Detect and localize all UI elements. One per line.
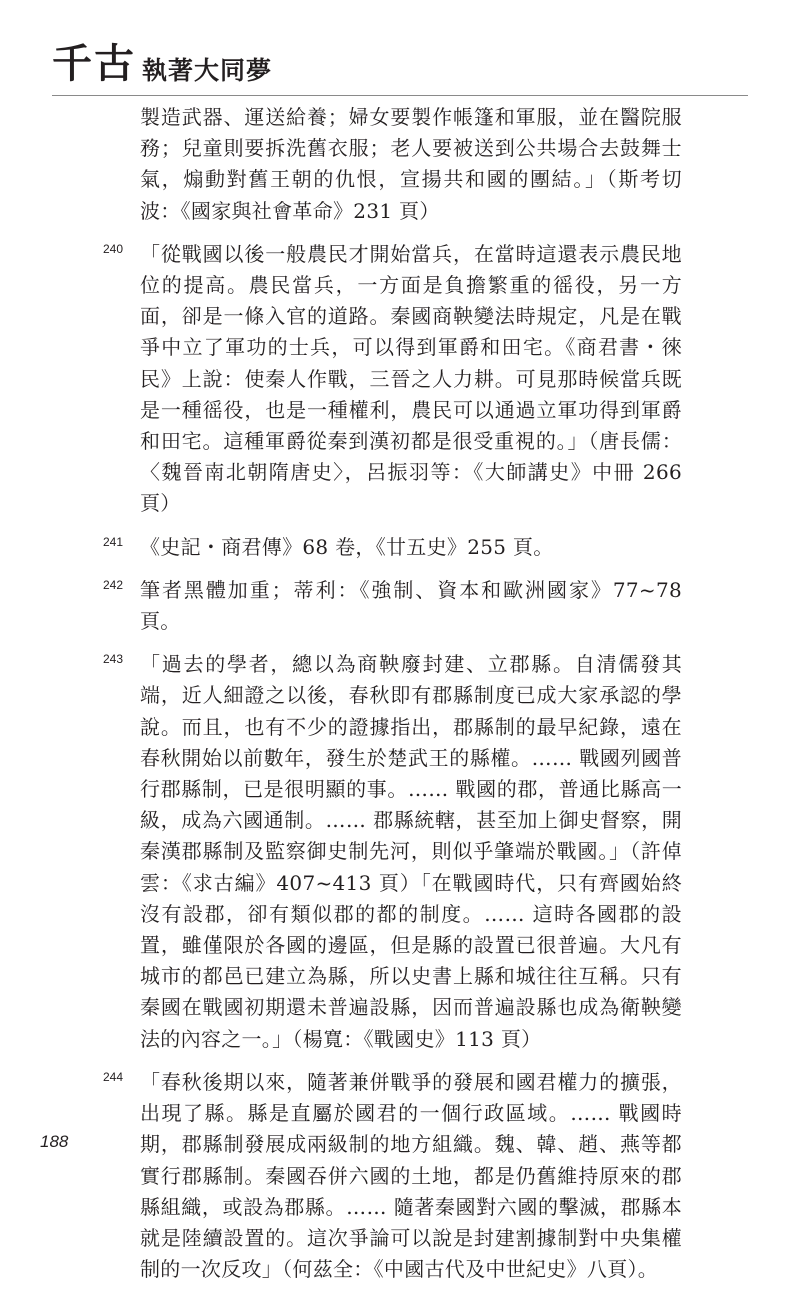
book-title-small: 執著大同夢 <box>142 56 273 85</box>
running-head <box>52 30 272 86</box>
footnote-text: 《史記・商君傳》68 卷，《廿五史》255 頁。 <box>140 534 554 559</box>
footnote-continued <box>100 102 682 227</box>
footnote-244 <box>100 1067 682 1285</box>
header-rule <box>52 95 748 96</box>
footnote-text: 「從戰國以後一般農民才開始當兵，在當時這還表示農民地位的提高。農民當兵，一方面是負擔繁重的徭役，另一方面，卻是一條入官的道路。秦國商鞅變法時規定，凡是在戰爭中立了軍功的士兵，可以得到軍爵和田宅。《商君書・徠民》上說：使秦人作戰，三晉之人力耕。可見那時候當兵既是一種徭役，也是一種權利，農民可以通過立軍功得到軍爵和田宅。這種軍爵從秦到漢初都是很受重視的。」（唐長儒：〈魏晉南北朝隋唐史〉，呂振羽等：《大師講史》中冊 266 頁） <box>140 241 682 516</box>
footnote-text: 「春秋後期以來，隨著兼併戰爭的發展和國君權力的擴張，出現了縣。縣是直屬於國君的一個行政區域。…… 戰國時期，郡縣制發展成兩級制的地方組織。魏、韓、趙、燕等都實行郡縣制。秦國吞併六國的土地，都是仍舊維持原來的郡縣組織，或設為郡縣。…… 隨著秦國對六國的擊滅，郡縣本就是陸續設置的。這次爭論可以說是封建割據制對中央集權制的一次反攻」（何茲全：《中國古代及中世紀史》八頁）。 <box>140 1069 682 1282</box>
footnote-242 <box>100 575 682 637</box>
footnote-number: 243 <box>103 652 124 667</box>
footnote-240 <box>100 239 682 520</box>
footnote-number: 241 <box>103 534 124 549</box>
footnotes <box>100 102 682 1297</box>
footnote-number: 240 <box>103 241 124 256</box>
page-number: 188 <box>40 1132 69 1151</box>
footnote-text: 「過去的學者，總以為商鞅廢封建、立郡縣。自清儒發其端，近人細證之以後，春秋即有郡縣制度已成大家承認的學說。而且，也有不少的證據指出，郡縣制的最早紀錄，遠在春秋開始以前數年，發生於楚武王的縣權。…… 戰國列國普行郡縣制，已是很明顯的事。…… 戰國的郡，普通比縣高一級，成為六國通制。…… 郡縣統轄，甚至加上御史督察，開秦漢郡縣制及監察御史制先河，則似乎肇端於戰國。」（許倬雲：《求古編》407~413 頁）「在戰國時代，只有齊國始終沒有設郡，卻有類似郡的都的制度。…… 這時各國郡的設置，雖僅限於各國的邊區，但是縣的設置已很普遍。大凡有城市的都邑已建立為縣，所以史書上縣和城往往互稱。只有秦國在戰國初期還未普遍設縣，因而普遍設縣也成為衛鞅變法的內容之一。」（楊寬：《戰國史》113 頁） <box>140 652 682 1051</box>
footnote-text: 筆者黑體加重；蒂利：《強制、資本和歐洲國家》77~78 頁。 <box>140 577 682 634</box>
footnote-number: 242 <box>103 577 124 592</box>
footnote-text: 製造武器、運送給養；婦女要製作帳篷和軍服，並在醫院服務；兒童則要拆洗舊衣服；老人要被送到公共場合去鼓舞士氣，煽動對舊王朝的仇恨，宣揚共和國的團結。」（斯考切波：《國家與社會革命》231 頁） <box>140 105 682 223</box>
footnote-241 <box>100 532 682 563</box>
book-title-large: 千古 <box>52 40 136 87</box>
footnote-number: 244 <box>103 1069 124 1084</box>
footnote-243 <box>100 649 682 1055</box>
